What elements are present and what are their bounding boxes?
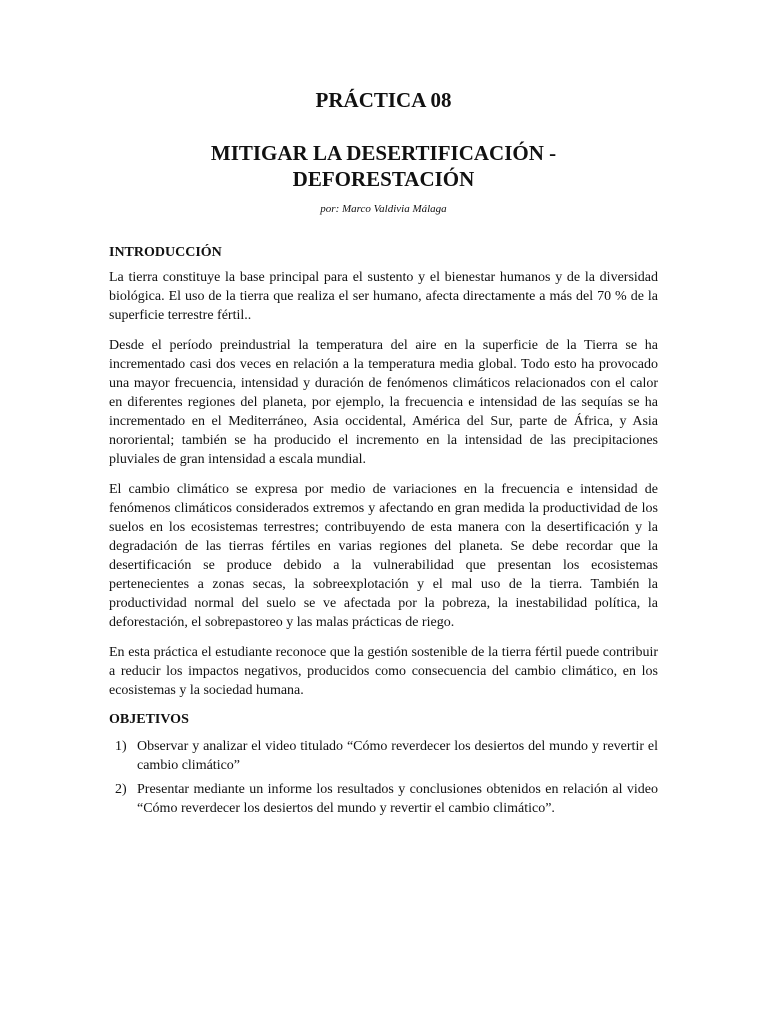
list-item-number: 1) bbox=[115, 739, 127, 754]
subtitle-line-1: MITIGAR LA DESERTIFICACIÓN - bbox=[210, 141, 557, 165]
list-item-text: Presentar mediante un informe los resultados y conclusiones obtenidos en relación al video “Cómo reverdecer los desiertos del mundo y revertir el cambio climático”. bbox=[137, 782, 658, 816]
document-title: PRÁCTICA 08 bbox=[315, 88, 452, 112]
introduction-heading: INTRODUCCIÓN bbox=[109, 245, 222, 260]
list-item-number: 2) bbox=[115, 782, 127, 797]
intro-paragraph-3: El cambio climático se expresa por medio de variaciones en la frecuencia e intensidad de fenómenos climáticos considerados extremos y afectando en gran medida la productividad de los suelos en los ecosistemas terrestres; contribuyendo de esta manera con la desertificación y la degradación de las tierras fértiles en varias regiones del planeta. Se debe recordar que la desertificación se produce debido a la vulnerabilidad que presentan los ecosistemas pertenecientes a zonas secas, la sobreexplotación y el mal uso de la tierra. También la productividad normal del suelo se ve afectada por la pobreza, la inestabilidad política, la deforestación, el sobrepastoreo y las malas prácticas de riego. bbox=[109, 482, 658, 630]
objectives-list bbox=[109, 737, 658, 818]
intro-paragraph-4: En esta práctica el estudiante reconoce que la gestión sostenible de la tierra fértil puede contribuir a reducir los impactos negativos, producidos como consecuencia del cambio climático, en los ecosistemas y la sociedad humana. bbox=[109, 645, 658, 698]
subtitle-line-2: DEFORESTACIÓN bbox=[292, 167, 475, 191]
document-subtitle bbox=[109, 140, 658, 192]
list-item bbox=[109, 780, 658, 818]
objectives-heading: OBJETIVOS bbox=[109, 712, 189, 727]
list-item-text: Observar y analizar el video titulado “Cómo reverdecer los desiertos del mundo y revertir el cambio climático” bbox=[137, 739, 658, 773]
list-item bbox=[109, 737, 658, 775]
author-line: por: Marco Valdivia Málaga bbox=[320, 203, 447, 215]
intro-paragraph-2: Desde el período preindustrial la temperatura del aire en la superficie de la Tierra se ha incrementado casi dos veces en relación a la temperatura media global. Todo esto ha provocado una mayor frecuencia, intensidad y duración de fenómenos climáticos relacionados con el calor en diferentes regiones del planeta, por ejemplo, la frecuencia e intensidad de las sequías se ha incrementado en el Mediterráneo, Asia occidental, América del Sur, parte de África, y Asia nororiental; también se ha producido el incremento en la intensidad de las precipitaciones pluviales de gran intensidad a escala mundial. bbox=[109, 338, 658, 467]
intro-paragraph-1: La tierra constituye la base principal para el sustento y el bienestar humanos y de la diversidad biológica. El uso de la tierra que realiza el ser humano, afecta directamente a más del 70 % de la superficie terrestre fértil.. bbox=[109, 270, 658, 323]
page-content bbox=[109, 88, 658, 823]
